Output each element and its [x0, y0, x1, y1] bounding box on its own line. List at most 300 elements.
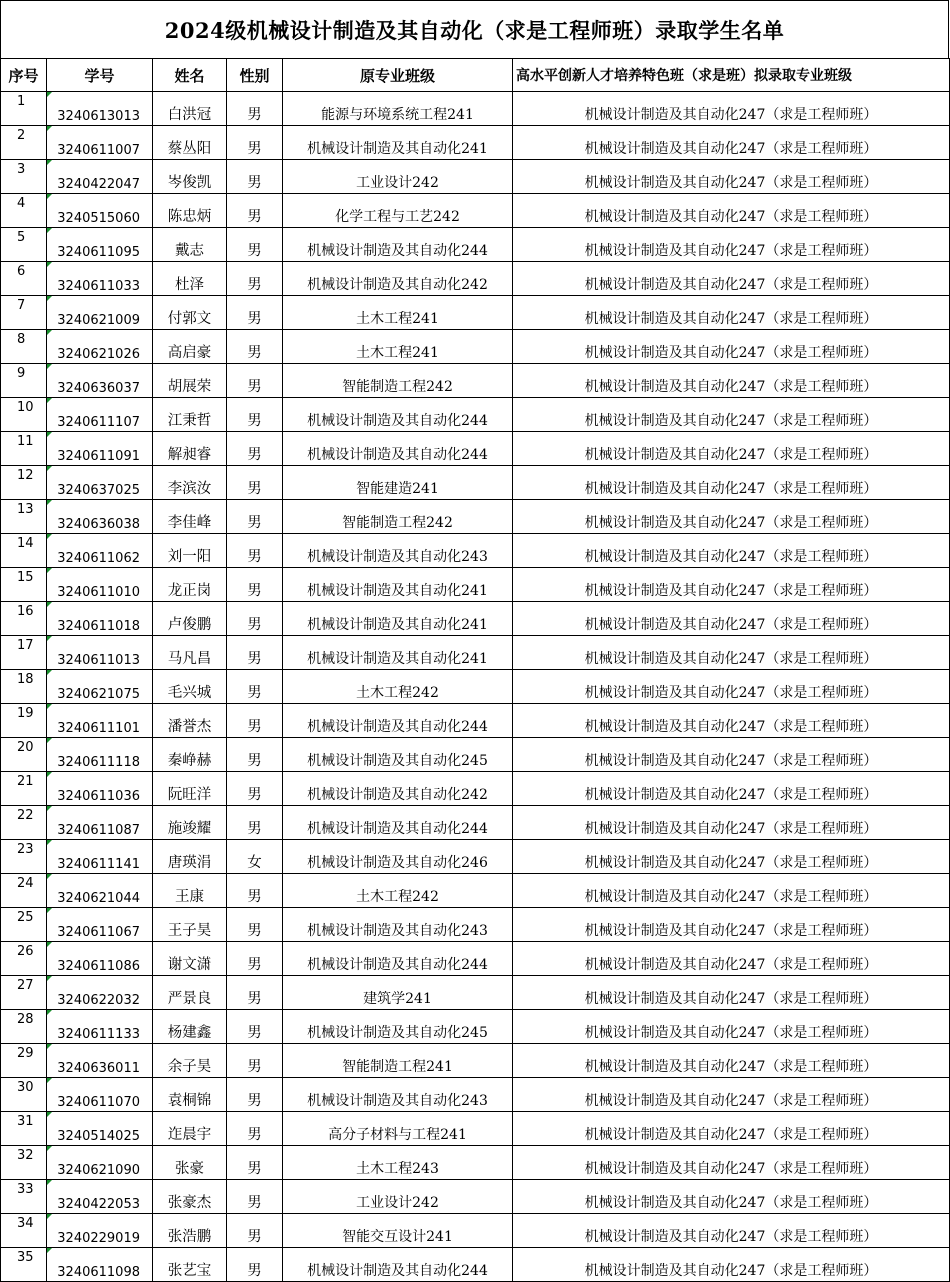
cell-no[interactable]: [1, 160, 47, 194]
cell-no[interactable]: [1, 704, 47, 738]
cell-target-class[interactable]: [513, 670, 950, 704]
cell-name[interactable]: [153, 1146, 227, 1180]
cell-gender[interactable]: [227, 262, 283, 296]
cell-no[interactable]: [1, 1146, 47, 1180]
cell-student-id[interactable]: [47, 228, 153, 262]
cell-gender[interactable]: [227, 1044, 283, 1078]
cell-student-id[interactable]: [47, 1112, 153, 1146]
cell-student-id[interactable]: [47, 398, 153, 432]
cell-student-id[interactable]: [47, 330, 153, 364]
cell-original-class[interactable]: [283, 636, 513, 670]
cell-target-class-text: 机械设计制造及其自动化247（求是工程师班）: [584, 753, 878, 769]
cell-student-id[interactable]: [47, 636, 153, 670]
cell-gender[interactable]: [227, 364, 283, 398]
cell-no[interactable]: [1, 806, 47, 840]
cell-no[interactable]: [1, 330, 47, 364]
cell-target-class[interactable]: [513, 330, 950, 364]
cell-student-id[interactable]: [47, 1078, 153, 1112]
cell-name[interactable]: [153, 432, 227, 466]
cell-original-class[interactable]: [283, 500, 513, 534]
cell-no[interactable]: [1, 466, 47, 500]
table-row: [1, 670, 950, 704]
cell-no[interactable]: [1, 602, 47, 636]
cell-student-id[interactable]: [47, 1180, 153, 1214]
cell-name[interactable]: [153, 534, 227, 568]
cell-student-id[interactable]: [47, 602, 153, 636]
cell-original-class[interactable]: [283, 874, 513, 908]
cell-gender[interactable]: [227, 126, 283, 160]
cell-name[interactable]: [153, 602, 227, 636]
cell-target-class[interactable]: [513, 1214, 950, 1248]
cell-name[interactable]: [153, 1078, 227, 1112]
cell-no[interactable]: [1, 772, 47, 806]
cell-target-class-text: 机械设计制造及其自动化247（求是工程师班）: [584, 957, 878, 973]
header-no[interactable]: 序号: [1, 59, 47, 92]
cell-name[interactable]: [153, 364, 227, 398]
cell-original-class-text: 工业设计242: [356, 1195, 439, 1211]
cell-name[interactable]: [153, 466, 227, 500]
cell-original-class[interactable]: [283, 1112, 513, 1146]
cell-target-class[interactable]: [513, 228, 950, 262]
cell-gender[interactable]: [227, 704, 283, 738]
cell-target-class-text: 机械设计制造及其自动化247（求是工程师班）: [584, 277, 878, 293]
cell-no-text: 7: [17, 298, 26, 313]
cell-student-id-text: 3240611013: [57, 653, 140, 668]
cell-student-id[interactable]: [47, 908, 153, 942]
cell-original-class[interactable]: [283, 670, 513, 704]
cell-gender[interactable]: [227, 296, 283, 330]
cell-no[interactable]: [1, 262, 47, 296]
cell-original-class[interactable]: [283, 1248, 513, 1282]
cell-target-class[interactable]: [513, 602, 950, 636]
cell-original-class[interactable]: [283, 568, 513, 602]
cell-student-id[interactable]: [47, 1248, 153, 1282]
number-as-text-marker-icon: [47, 432, 52, 437]
cell-name[interactable]: [153, 874, 227, 908]
cell-name[interactable]: [153, 568, 227, 602]
cell-original-class[interactable]: [283, 772, 513, 806]
table-row: [1, 262, 950, 296]
cell-original-class[interactable]: [283, 296, 513, 330]
cell-gender-text: 男: [247, 277, 262, 293]
cell-no[interactable]: [1, 976, 47, 1010]
cell-student-id[interactable]: [47, 534, 153, 568]
cell-name[interactable]: [153, 296, 227, 330]
cell-gender[interactable]: [227, 670, 283, 704]
cell-gender[interactable]: [227, 330, 283, 364]
cell-name[interactable]: [153, 1112, 227, 1146]
cell-student-id[interactable]: [47, 976, 153, 1010]
number-as-text-marker-icon: [47, 1044, 52, 1049]
cell-gender[interactable]: [227, 500, 283, 534]
cell-gender[interactable]: [227, 160, 283, 194]
cell-name[interactable]: [153, 262, 227, 296]
cell-student-id[interactable]: [47, 262, 153, 296]
number-as-text-marker-icon: [47, 602, 52, 607]
cell-gender-text: 男: [247, 175, 262, 191]
cell-student-id[interactable]: [47, 500, 153, 534]
cell-target-class-text: 机械设计制造及其自动化247（求是工程师班）: [584, 1093, 878, 1109]
cell-name[interactable]: [153, 772, 227, 806]
cell-student-id-text: 3240621009: [57, 313, 140, 328]
cell-student-id-text: 3240229019: [57, 1231, 140, 1246]
cell-student-id[interactable]: [47, 466, 153, 500]
cell-gender-text: 男: [247, 243, 262, 259]
cell-gender-text: 男: [247, 753, 262, 769]
cell-original-class[interactable]: [283, 1180, 513, 1214]
cell-target-class-text: 机械设计制造及其自动化247（求是工程师班）: [584, 481, 878, 497]
header-original-class[interactable]: 原专业班级: [283, 59, 513, 92]
cell-original-class[interactable]: [283, 602, 513, 636]
cell-student-id[interactable]: [47, 738, 153, 772]
cell-gender[interactable]: [227, 874, 283, 908]
cell-student-id[interactable]: [47, 160, 153, 194]
cell-student-id-text: 3240611007: [57, 143, 140, 158]
table-row: [1, 704, 950, 738]
cell-gender-text: 男: [247, 719, 262, 735]
table-row: [1, 840, 950, 874]
cell-student-id-text: 3240621044: [57, 891, 140, 906]
cell-no[interactable]: [1, 636, 47, 670]
cell-target-class[interactable]: [513, 1010, 950, 1044]
cell-name-text: 马凡昌: [167, 651, 212, 667]
cell-target-class[interactable]: [513, 1078, 950, 1112]
cell-gender[interactable]: [227, 194, 283, 228]
cell-student-id[interactable]: [47, 1214, 153, 1248]
table-row: [1, 772, 950, 806]
cell-gender[interactable]: [227, 806, 283, 840]
cell-name[interactable]: [153, 1044, 227, 1078]
cell-gender-text: 男: [247, 311, 262, 327]
cell-no[interactable]: [1, 738, 47, 772]
cell-student-id[interactable]: [47, 194, 153, 228]
cell-original-class[interactable]: [283, 806, 513, 840]
cell-original-class[interactable]: [283, 1078, 513, 1112]
cell-no[interactable]: [1, 1010, 47, 1044]
cell-student-id[interactable]: [47, 704, 153, 738]
cell-original-class[interactable]: [283, 194, 513, 228]
cell-student-id[interactable]: [47, 1146, 153, 1180]
cell-target-class[interactable]: [513, 194, 950, 228]
cell-gender[interactable]: [227, 1078, 283, 1112]
table-row: [1, 126, 950, 160]
number-as-text-marker-icon: [47, 92, 52, 97]
cell-no-text: 1: [17, 94, 26, 109]
cell-name-text: 王子昊: [167, 923, 212, 939]
cell-student-id-text: 3240611010: [57, 585, 140, 600]
cell-name[interactable]: [153, 194, 227, 228]
cell-no[interactable]: [1, 92, 47, 126]
number-as-text-marker-icon: [47, 840, 52, 845]
cell-target-class-text: 机械设计制造及其自动化247（求是工程师班）: [584, 583, 878, 599]
cell-no[interactable]: [1, 942, 47, 976]
cell-name[interactable]: [153, 228, 227, 262]
cell-original-class-text: 工业设计242: [356, 175, 439, 191]
cell-name-text: 蔡丛阳: [167, 141, 212, 157]
cell-original-class[interactable]: [283, 1146, 513, 1180]
cell-name[interactable]: [153, 806, 227, 840]
number-as-text-marker-icon: [47, 976, 52, 981]
cell-no[interactable]: [1, 1248, 47, 1282]
cell-original-class[interactable]: [283, 228, 513, 262]
cell-name[interactable]: [153, 126, 227, 160]
cell-gender[interactable]: [227, 1214, 283, 1248]
cell-gender[interactable]: [227, 772, 283, 806]
cell-gender[interactable]: [227, 466, 283, 500]
cell-target-class[interactable]: [513, 840, 950, 874]
cell-student-id-text: 3240611086: [57, 959, 140, 974]
cell-target-class[interactable]: [513, 1180, 950, 1214]
cell-gender-text: 男: [247, 549, 262, 565]
cell-student-id[interactable]: [47, 874, 153, 908]
cell-gender[interactable]: [227, 840, 283, 874]
cell-no[interactable]: [1, 1078, 47, 1112]
cell-no[interactable]: [1, 126, 47, 160]
cell-no-text: 21: [17, 774, 34, 789]
cell-name-text: 施竣耀: [167, 821, 212, 837]
cell-name[interactable]: [153, 1010, 227, 1044]
cell-target-class[interactable]: [513, 1146, 950, 1180]
cell-gender[interactable]: [227, 738, 283, 772]
cell-original-class[interactable]: [283, 1214, 513, 1248]
cell-student-id[interactable]: [47, 772, 153, 806]
cell-gender[interactable]: [227, 432, 283, 466]
cell-target-class[interactable]: [513, 942, 950, 976]
cell-target-class[interactable]: [513, 806, 950, 840]
cell-gender[interactable]: [227, 976, 283, 1010]
cell-no[interactable]: [1, 296, 47, 330]
cell-name[interactable]: [153, 1180, 227, 1214]
cell-target-class[interactable]: [513, 296, 950, 330]
cell-target-class[interactable]: [513, 1248, 950, 1282]
header-gender[interactable]: 性别: [227, 59, 283, 92]
cell-original-class[interactable]: [283, 262, 513, 296]
table-row: [1, 228, 950, 262]
cell-name-text: 迮晨宇: [167, 1127, 212, 1143]
cell-name-text: 岑俊凯: [167, 175, 212, 191]
cell-name[interactable]: [153, 1248, 227, 1282]
cell-no[interactable]: [1, 1180, 47, 1214]
cell-original-class[interactable]: [283, 976, 513, 1010]
cell-gender[interactable]: [227, 1248, 283, 1282]
cell-target-class[interactable]: [513, 500, 950, 534]
cell-gender[interactable]: [227, 602, 283, 636]
cell-gender[interactable]: [227, 534, 283, 568]
cell-target-class[interactable]: [513, 976, 950, 1010]
cell-target-class[interactable]: [513, 534, 950, 568]
cell-target-class[interactable]: [513, 704, 950, 738]
cell-gender[interactable]: [227, 1180, 283, 1214]
cell-target-class[interactable]: [513, 738, 950, 772]
cell-original-class-text: 机械设计制造及其自动化244: [307, 821, 488, 837]
cell-no[interactable]: [1, 874, 47, 908]
header-target-class[interactable]: 高水平创新人才培养特色班（求是班）拟录取专业班级: [513, 59, 950, 92]
cell-name[interactable]: [153, 92, 227, 126]
cell-student-id[interactable]: [47, 1044, 153, 1078]
cell-student-id-text: 3240611095: [57, 245, 140, 260]
cell-name[interactable]: [153, 1214, 227, 1248]
cell-original-class[interactable]: [283, 364, 513, 398]
cell-name[interactable]: [153, 500, 227, 534]
cell-target-class-text: 机械设计制造及其自动化247（求是工程师班）: [584, 447, 878, 463]
cell-name[interactable]: [153, 670, 227, 704]
cell-name-text: 严景良: [167, 991, 212, 1007]
cell-target-class[interactable]: [513, 1044, 950, 1078]
number-as-text-marker-icon: [47, 874, 52, 879]
cell-no[interactable]: [1, 398, 47, 432]
cell-original-class[interactable]: [283, 126, 513, 160]
header-name[interactable]: 姓名: [153, 59, 227, 92]
cell-no[interactable]: [1, 840, 47, 874]
cell-original-class[interactable]: [283, 1010, 513, 1044]
cell-original-class-text: 机械设计制造及其自动化242: [307, 787, 488, 803]
cell-name[interactable]: [153, 636, 227, 670]
cell-gender-text: 男: [247, 1093, 262, 1109]
cell-student-id[interactable]: [47, 126, 153, 160]
cell-original-class[interactable]: [283, 534, 513, 568]
cell-no[interactable]: [1, 432, 47, 466]
cell-original-class-text: 能源与环境系统工程241: [321, 107, 474, 123]
cell-student-id-text: 3240622032: [57, 993, 140, 1008]
cell-original-class[interactable]: [283, 432, 513, 466]
cell-name[interactable]: [153, 908, 227, 942]
cell-name[interactable]: [153, 704, 227, 738]
cell-no-text: 32: [17, 1148, 34, 1163]
table-row: [1, 296, 950, 330]
cell-name[interactable]: [153, 738, 227, 772]
cell-original-class[interactable]: [283, 1044, 513, 1078]
cell-target-class-text: 机械设计制造及其自动化247（求是工程师班）: [584, 549, 878, 565]
cell-original-class[interactable]: [283, 398, 513, 432]
cell-target-class-text: 机械设计制造及其自动化247（求是工程师班）: [584, 1161, 878, 1177]
cell-target-class[interactable]: [513, 126, 950, 160]
cell-name[interactable]: [153, 398, 227, 432]
number-as-text-marker-icon: [47, 1078, 52, 1083]
cell-student-id[interactable]: [47, 92, 153, 126]
header-row: [1, 59, 950, 92]
cell-student-id[interactable]: [47, 670, 153, 704]
cell-student-id-text: 3240636011: [57, 1061, 140, 1076]
cell-original-class-text: 机械设计制造及其自动化241: [307, 141, 488, 157]
cell-original-class-text: 机械设计制造及其自动化241: [307, 617, 488, 633]
cell-target-class[interactable]: [513, 874, 950, 908]
cell-name[interactable]: [153, 160, 227, 194]
cell-gender[interactable]: [227, 228, 283, 262]
cell-name[interactable]: [153, 330, 227, 364]
cell-target-class[interactable]: [513, 398, 950, 432]
cell-name[interactable]: [153, 840, 227, 874]
cell-student-id[interactable]: [47, 942, 153, 976]
cell-original-class-text: 土木工程242: [356, 889, 439, 905]
cell-no[interactable]: [1, 364, 47, 398]
cell-original-class[interactable]: [283, 942, 513, 976]
cell-gender[interactable]: [227, 1112, 283, 1146]
cell-no[interactable]: [1, 500, 47, 534]
number-as-text-marker-icon: [47, 160, 52, 165]
number-as-text-marker-icon: [47, 1010, 52, 1015]
cell-target-class[interactable]: [513, 466, 950, 500]
cell-original-class-text: 高分子材料与工程241: [328, 1127, 467, 1143]
cell-student-id[interactable]: [47, 364, 153, 398]
cell-student-id[interactable]: [47, 296, 153, 330]
cell-no-text: 18: [17, 672, 34, 687]
cell-student-id-text: 3240636037: [57, 381, 140, 396]
number-as-text-marker-icon: [47, 330, 52, 335]
cell-name-text: 龙正岗: [167, 583, 212, 599]
cell-gender[interactable]: [227, 92, 283, 126]
cell-no-text: 33: [17, 1182, 34, 1197]
cell-gender[interactable]: [227, 568, 283, 602]
cell-gender[interactable]: [227, 1146, 283, 1180]
cell-name[interactable]: [153, 976, 227, 1010]
cell-target-class[interactable]: [513, 1112, 950, 1146]
cell-student-id[interactable]: [47, 840, 153, 874]
header-student-id[interactable]: 学号: [47, 59, 153, 92]
cell-gender[interactable]: [227, 942, 283, 976]
cell-target-class[interactable]: [513, 568, 950, 602]
cell-original-class[interactable]: [283, 330, 513, 364]
cell-gender[interactable]: [227, 398, 283, 432]
cell-original-class[interactable]: [283, 466, 513, 500]
cell-original-class[interactable]: [283, 160, 513, 194]
cell-target-class[interactable]: [513, 364, 950, 398]
cell-no-text: 22: [17, 808, 34, 823]
table-row: [1, 568, 950, 602]
cell-student-id[interactable]: [47, 806, 153, 840]
cell-name-text: 李滨汝: [167, 481, 212, 497]
cell-target-class[interactable]: [513, 908, 950, 942]
cell-target-class[interactable]: [513, 92, 950, 126]
cell-no[interactable]: [1, 194, 47, 228]
cell-gender[interactable]: [227, 1010, 283, 1044]
cell-student-id-text: 3240621026: [57, 347, 140, 362]
cell-original-class[interactable]: [283, 840, 513, 874]
cell-gender[interactable]: [227, 908, 283, 942]
cell-target-class[interactable]: [513, 262, 950, 296]
admission-table: [0, 58, 950, 1282]
cell-original-class[interactable]: [283, 738, 513, 772]
cell-original-class[interactable]: [283, 908, 513, 942]
cell-no[interactable]: [1, 908, 47, 942]
cell-no[interactable]: [1, 1044, 47, 1078]
cell-target-class[interactable]: [513, 636, 950, 670]
cell-name[interactable]: [153, 942, 227, 976]
cell-no[interactable]: [1, 1112, 47, 1146]
cell-no[interactable]: [1, 534, 47, 568]
cell-student-id[interactable]: [47, 432, 153, 466]
cell-student-id[interactable]: [47, 1010, 153, 1044]
cell-no[interactable]: [1, 568, 47, 602]
cell-original-class-text: 智能建造241: [356, 481, 439, 497]
cell-target-class[interactable]: [513, 160, 950, 194]
cell-no[interactable]: [1, 1214, 47, 1248]
cell-name-text: 解昶睿: [167, 447, 212, 463]
cell-target-class[interactable]: [513, 772, 950, 806]
cell-original-class[interactable]: [283, 704, 513, 738]
cell-no-text: 9: [17, 366, 26, 381]
cell-no[interactable]: [1, 228, 47, 262]
cell-original-class[interactable]: [283, 92, 513, 126]
cell-no-text: 31: [17, 1114, 34, 1129]
cell-original-class-text: 机械设计制造及其自动化243: [307, 923, 488, 939]
cell-no-text: 26: [17, 944, 34, 959]
cell-no[interactable]: [1, 670, 47, 704]
cell-gender[interactable]: [227, 636, 283, 670]
cell-no-text: 27: [17, 978, 34, 993]
cell-student-id[interactable]: [47, 568, 153, 602]
cell-target-class[interactable]: [513, 432, 950, 466]
cell-target-class-text: 机械设计制造及其自动化247（求是工程师班）: [584, 889, 878, 905]
